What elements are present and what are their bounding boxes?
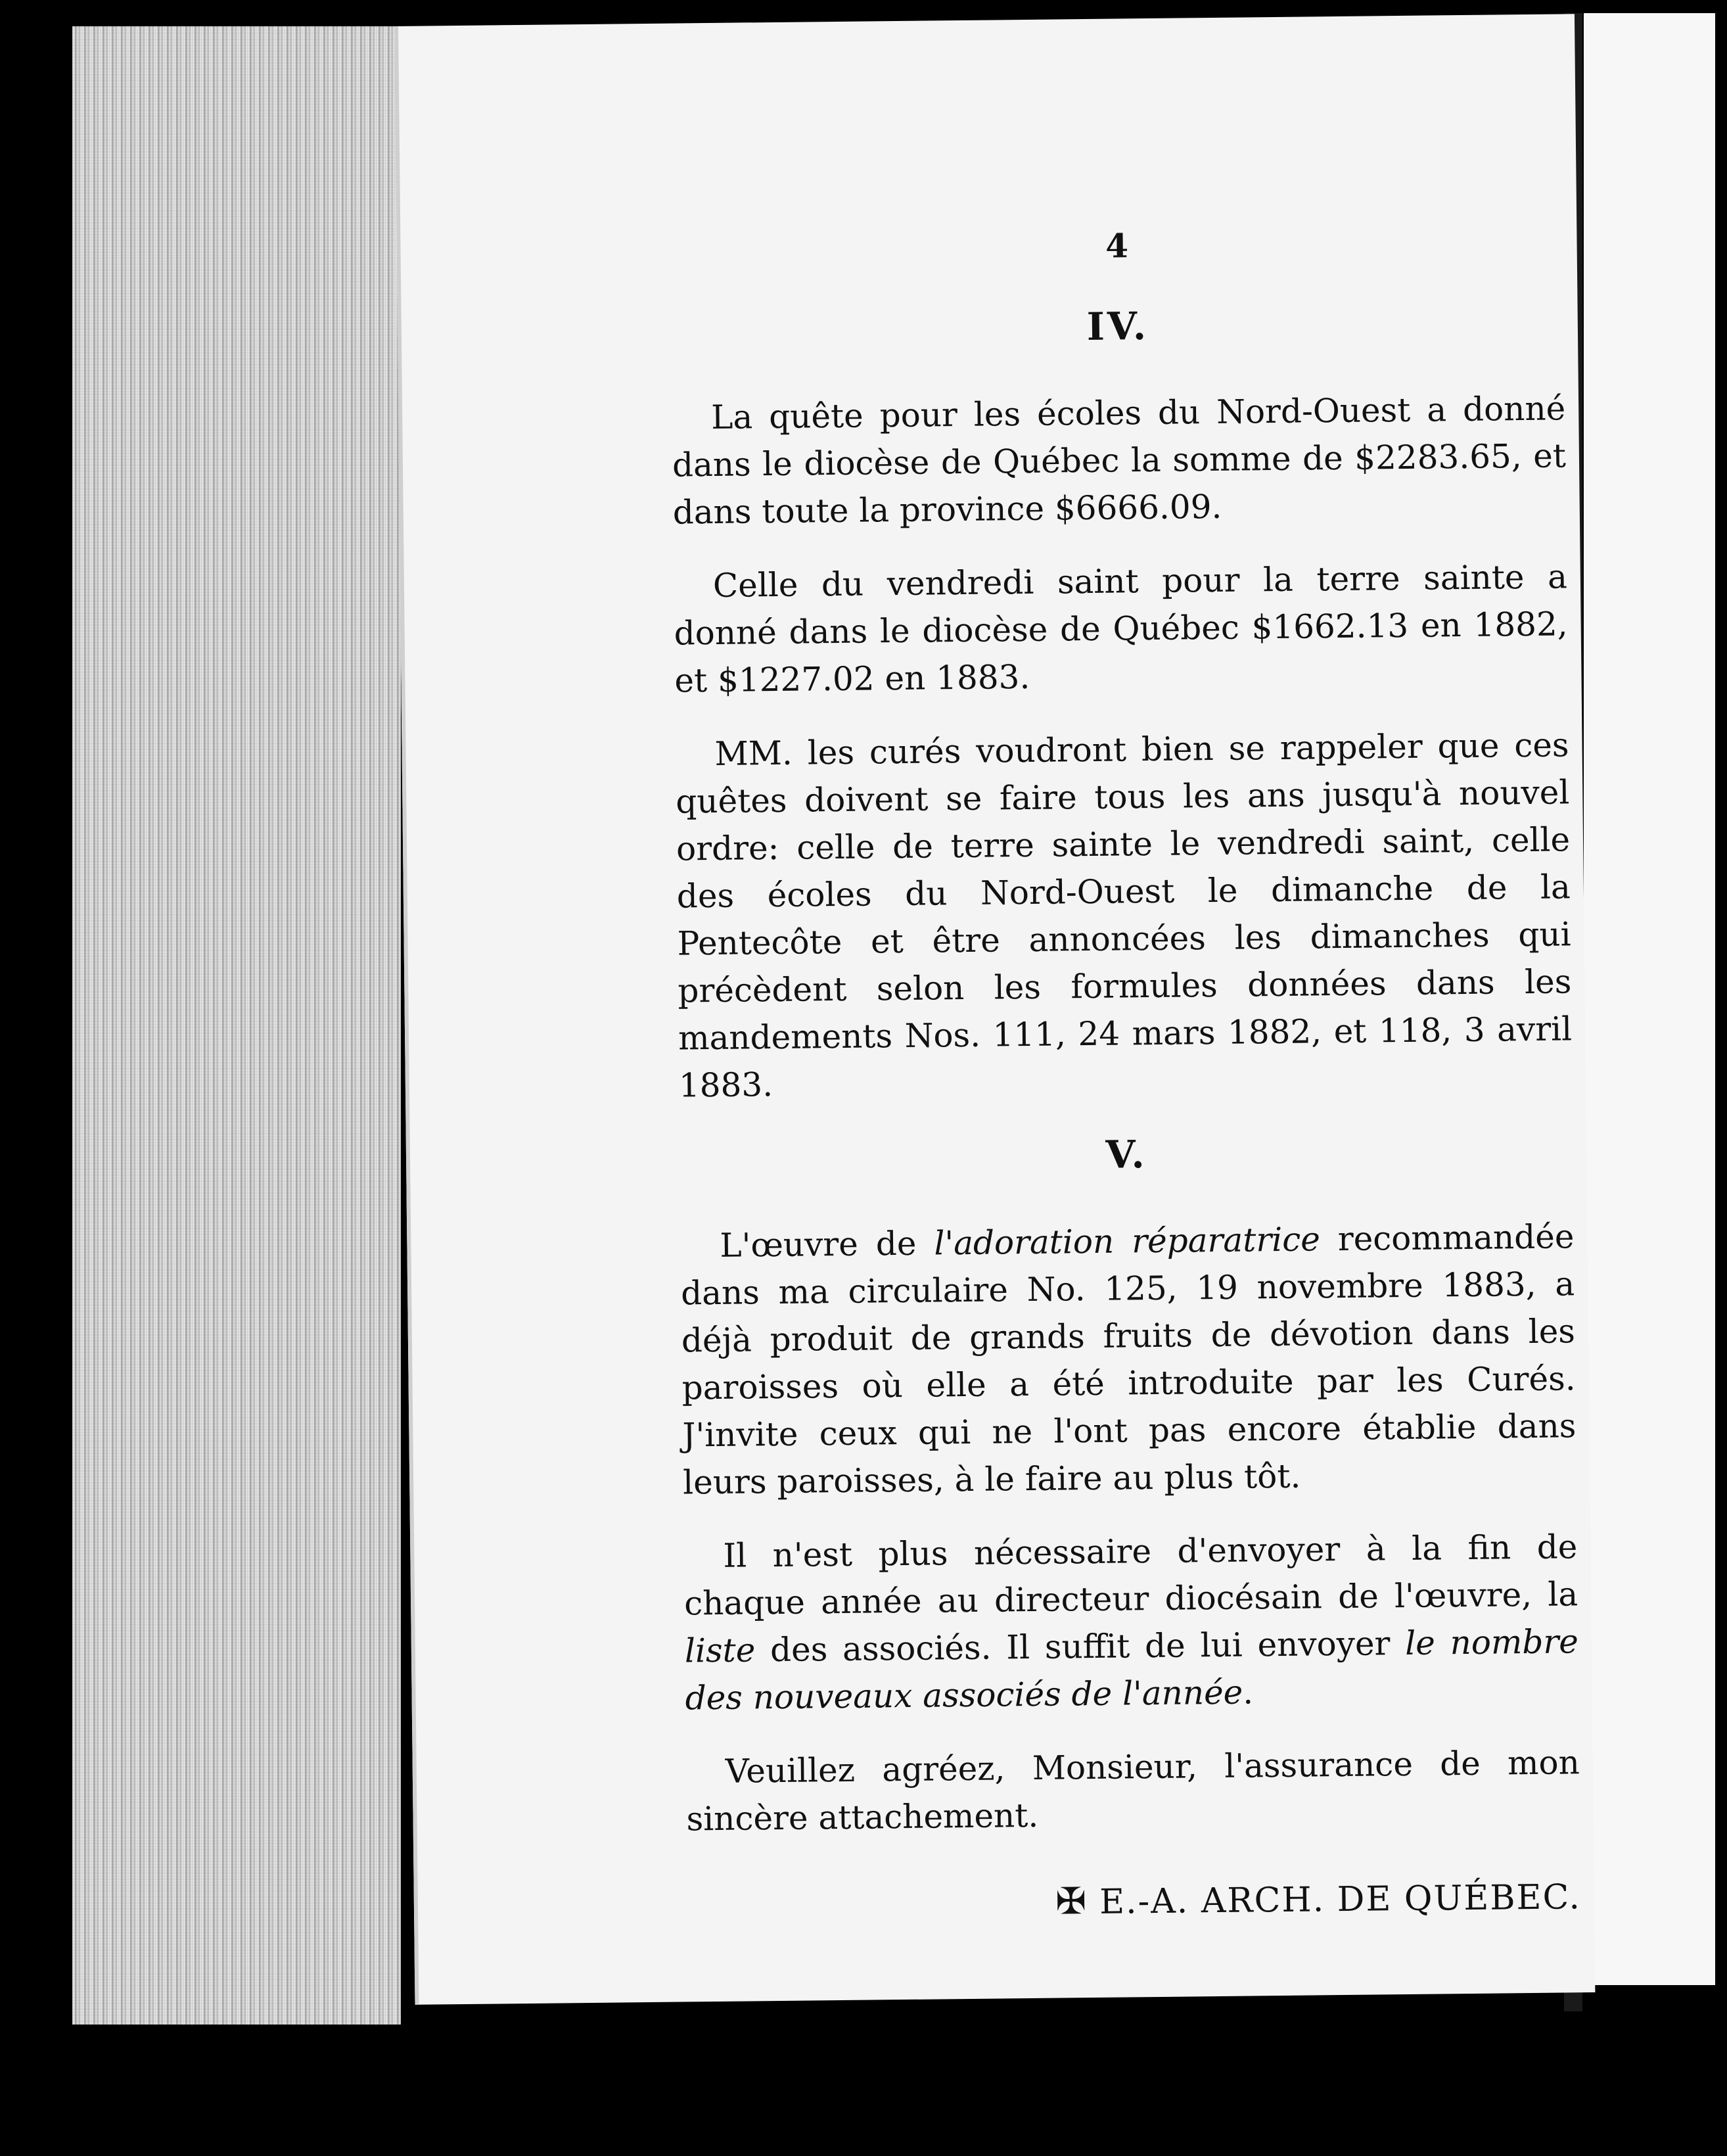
italic-run: l'adoration réparatrice <box>934 1220 1321 1263</box>
section-heading-iv: IV. <box>1086 304 1149 349</box>
cross-pattee-icon: ✠ <box>1055 1880 1088 1923</box>
paragraph-rappel-curés: MM. les curés voudront bien se rappeler que ces quêtes doivent se faire tous les ans jusqu'à nouvel ordre: celle de terre sainte le vendredi saint, celle des écoles du Nord-Ouest le dimanche de la Pentecôte et être annoncées les dimanches qui précèdent selon les formules données dans les mandements Nos. 111, 24 mars 1882, et 118, 3 avril 1883. <box>676 726 1573 1105</box>
text-run: des associés. Il suffit de lui envoyer <box>754 1624 1406 1670</box>
page-text <box>670 218 1581 1930</box>
italic-run: liste <box>684 1631 756 1670</box>
text-run: recommandée dans ma circulaire No. 125, 19 novembre 1883, a déjà produit de grands fruits de dévotion dans les paroisses où elle a été introduite par les Curés. J'invite ceux qui ne l'ont pas encore établie dans leurs paroisses, à le faire au plus tôt. <box>680 1217 1577 1502</box>
text-run: Il n'est plus nécessaire d'envoyer à la fin de chaque année au directeur diocésain de l'œuvre, la <box>683 1528 1578 1623</box>
signature <box>687 1873 1582 1930</box>
section-heading-v: V. <box>1105 1132 1147 1177</box>
paragraph-quete-nord-ouest: La quête pour les écoles du Nord-Ouest a donné dans le diocèse de Québec la somme de $2283.65, et dans toute la province $6666.09. <box>672 389 1567 532</box>
document-page <box>394 14 1595 2005</box>
paragraph-vendredi-saint: Celle du vendredi saint pour la terre sainte a donné dans le diocèse de Québec $1662.13 en 1882, et $1227.02 en 1883. <box>674 557 1568 700</box>
text-run: . <box>1242 1673 1254 1712</box>
book-page-edges <box>72 26 401 2025</box>
paragraph-closing: Veuillez agréez, Monsieur, l'assurance de mon sincère attachement. <box>686 1743 1580 1839</box>
italic-run: le nombre des nouveaux associés de l'année <box>685 1622 1579 1718</box>
signature-text: E.-A. ARCH. DE QUÉBEC. <box>1099 1877 1582 1922</box>
page-number: 4 <box>1105 226 1129 266</box>
paragraph-liste-associes <box>683 1523 1579 1722</box>
text-run: L'œuvre de <box>720 1224 934 1265</box>
paragraph-adoration-reparatrice <box>680 1213 1577 1506</box>
facing-page <box>1584 13 1715 1985</box>
